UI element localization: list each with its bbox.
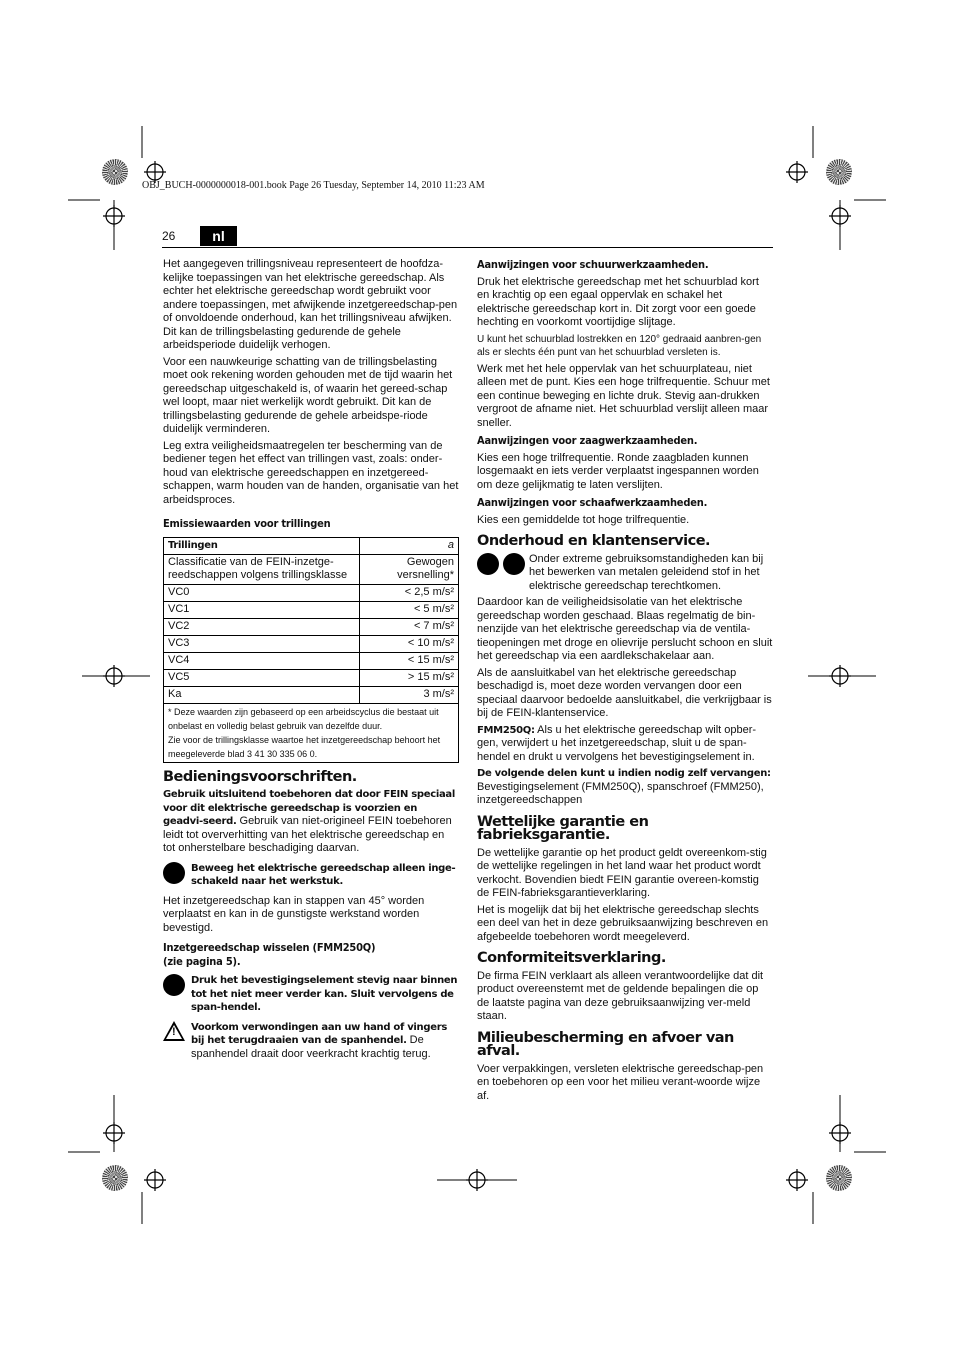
intro-paragraph-3: Leg extra veiligheidsmaatregelen ter bescherming van de bediener tegen het effect van trillingen vast, zoals: onder-houd van elektrische gereedschappen en inzetgereed-schappen, warm houden van de handen, organisatie van het arbeidsproces. xyxy=(163,439,459,506)
row-value: > 15 m/s² xyxy=(360,669,459,686)
sanding-paragraph-1: Druk het elektrische gereedschap met het schuurblad kort en krachtig op een egaal oppervlak en schakel het elektrische gereedschap kort in. Dit zorgt voor een goede hechting en voorkomt voortijdige slijtage. xyxy=(477,275,759,328)
maintenance-icon-text: Onder extreme gebruiksomstandigheden kan bij het bewerken van metalen geleidend stof in het elektrische gereedschap terechtkomen. xyxy=(529,552,764,592)
fmm-label: FMM250Q: xyxy=(477,724,535,736)
information-icon xyxy=(163,974,185,996)
warning-triangle-icon: ! xyxy=(163,1021,185,1041)
row-key: VC4 xyxy=(164,652,360,669)
warning-note xyxy=(163,1021,459,1062)
operating-text: Gebruik van niet-origineel FEIN toebehoren leidt tot oververhitting van het elektrische gereedschap en tot onherstelbare beschadiging daarvan. xyxy=(163,815,452,854)
sanding-heading: Aanwijzingen voor schuurwerkzaamheden. xyxy=(477,258,709,271)
warranty-paragraph-2: Het is mogelijk dat bij het elektrische gereedschap slechts een deel van het in deze gebruiksaanwijzing beschreven en afgebeelde toebehoren wordt meegeleverd. xyxy=(477,903,769,943)
warning-text: De spanhendel draait door veerkracht krachtig terug. xyxy=(191,1034,431,1060)
maintenance-paragraph-3: Als de aansluitkabel van het elektrische gereedschap beschadigd is, moet deze worden vervangen door een speciaal daarvoor bedoelde aansluitkabel, die verkrijgbaar is bij de FEIN-klantenservice. xyxy=(477,666,772,719)
row-value: < 15 m/s² xyxy=(360,652,459,669)
sanding-paragraph-3: Werk met het hele oppervlak van het schuurplateau, niet alleen met de punt. Kies een hoge trilfrequentie. Schuur met een continue beweging en lichte druk. Stevig aan-drukken vergroot de afname niet. Het schuurblad verslijt alleen maar sneller. xyxy=(477,362,770,429)
maintenance-paragraph-2: Daardoor kan de veiligheidsisolatie van het elektrische gereedschap worden geschaad. Blaas regelmatig de bin-nenzijde van het elektrische gereedschap via de ventila-tieopeningen met droge en olievrije perslucht schoon en sluit het gereedschap via een aardlekschakelaar aan. xyxy=(477,596,773,662)
conformity-paragraph: De firma FEIN verklaart als alleen verantwoordelijke dat dit product overeenstemt met de geldende bepalingen die op de laatste pagina van deze gebruiksaanwijzing ver-meld staan. xyxy=(477,969,764,1022)
table-row xyxy=(164,652,459,669)
table-row xyxy=(164,601,459,618)
left-column xyxy=(163,258,459,1067)
row-value: < 5 m/s² xyxy=(360,601,459,618)
table-head-left: Trillingen xyxy=(164,537,360,554)
warranty-heading: Wettelijke garantie en fabrieksgarantie. xyxy=(477,813,649,843)
right-column xyxy=(477,258,773,1106)
note-press-text: Druk het bevestigingselement stevig naar binnen tot het niet meer verder kan. Sluit vervolgens de span-hendel. xyxy=(191,975,458,1013)
class-value-cell: Gewogen versnelling* xyxy=(360,554,459,584)
table-row xyxy=(164,584,459,601)
warranty-paragraph-1: De wettelijke garantie op het product geldt overeenkom-stig de wettelijke regelingen in het land waar het product wordt verkocht. Bovendien biedt FEIN garantie overeen-komstig de FEIN-fabrieksgarantieverklaring. xyxy=(477,846,767,899)
operating-paragraph xyxy=(163,788,459,856)
sawing-paragraph: Kies een hoge trilfrequentie. Ronde zaagbladen kunnen losgemaakt en iets verder verplaatst ingespannen worden om deze gelijkmatig te laten verslijten. xyxy=(477,451,759,491)
footnote-1: * Deze waarden zijn gebaseerd op een arbeidscyclus die bestaat uit onbelast en volledig belast gebruik van dezelfde duur. xyxy=(168,706,439,731)
file-info-line: OBJ_BUCH-0000000018-001.book Page 26 Tuesday, September 14, 2010 11:23 AM xyxy=(142,180,485,191)
sawing-heading: Aanwijzingen voor zaagwerkzaamheden. xyxy=(477,434,698,447)
header-rule xyxy=(162,247,773,248)
row-key: VC5 xyxy=(164,669,360,686)
row-value: < 2,5 m/s² xyxy=(360,584,459,601)
maintenance-icon-note xyxy=(477,553,773,597)
table-head-right: a xyxy=(360,537,459,554)
rcd-icon xyxy=(503,553,525,575)
table-footnote xyxy=(164,703,459,762)
row-value: < 10 m/s² xyxy=(360,635,459,652)
row-key: Ka xyxy=(164,686,360,703)
environment-paragraph: Voer verpakkingen, versleten elektrische gereedschap-pen en toebehoren op een voor het milieu verant-woorde wijze af. xyxy=(477,1062,764,1102)
conformity-heading: Conformiteitsverklaring. xyxy=(477,950,666,966)
change-tool-heading-2: (zie pagina 5). xyxy=(163,954,241,968)
fmm-text: Als u het elektrische gereedschap wilt opber-gen, verwijdert u het inzetgereedschap, sluit u de span-hendel en drukt u vervolgens het bevestigingselement in. xyxy=(477,723,757,763)
table-row xyxy=(164,669,459,686)
step-paragraph: Het inzetgereedschap kan in stappen van 45° worden verplaatst en kan in de gunstigste werkstand worden bevestigd. xyxy=(163,894,425,934)
warning-bold: Voorkom verwondingen aan uw hand of vingers bij het terugdraaien van de spanhendel. xyxy=(191,1021,447,1046)
intro-paragraph-1: Het aangegeven trillingsniveau representeert de hoofdza-kelijke toepassingen van het elektrische gereedschap. Als echter het elektrische gereedschap wordt gebruikt voor andere toepassingen, met afwijkende inzetgereedschap-pen of onvoldoende onderhoud, kan het trillingsniveau afwijken. Dit kan de trillingsbelasting gedurende de gehele arbeidsperiode duidelijk verhogen. xyxy=(163,258,458,351)
parts-heading: De volgende delen kunt u indien nodig zelf vervangen: xyxy=(477,768,771,779)
row-key: VC1 xyxy=(164,601,360,618)
note-press-element xyxy=(163,974,459,1015)
change-tool-heading-1: Inzetgereedschap wisselen (FMM250Q) xyxy=(163,941,376,954)
intro-paragraph-2: Voor een nauwkeurige schatting van de trillingsbelasting moet ook rekening worden gehouden met de tijd waarin het gereedschap uitgeschakeld is, of waarin het gereed-schap wel loopt, maar niet werkelijk wordt gebruikt. Dit kan de trillingsbelasting gedurende de gehele arbeidspe-riode duidelijk verminderen. xyxy=(163,355,453,435)
footnote-2: Zie voor de trillingsklasse waartoe het inzetgereedschap behoort het meegeleverde blad 3 41 30 335 06 0. xyxy=(168,734,441,759)
note-move-tool xyxy=(163,862,459,889)
table-row xyxy=(164,635,459,652)
sanding-paragraph-2: U kunt het schuurblad lostrekken en 120° gedraaid aanbren-gen als er slechts één punt van het schuurblad versleten is. xyxy=(477,333,762,358)
row-key: VC0 xyxy=(164,584,360,601)
eye-protection-icon xyxy=(477,553,499,575)
fmm-paragraph xyxy=(477,724,773,765)
scraping-paragraph: Kies een gemiddelde tot hoge trilfrequentie. xyxy=(477,513,690,526)
row-key: VC3 xyxy=(164,635,360,652)
row-key: VC2 xyxy=(164,618,360,635)
parts-text: Bevestigingselement (FMM250Q), spanschroef (FMM250), inzetgereedschappen xyxy=(477,780,764,806)
maintenance-heading: Onderhoud en klantenservice. xyxy=(477,533,711,549)
row-value: < 7 m/s² xyxy=(360,618,459,635)
scraping-heading: Aanwijzingen voor schaafwerkzaamheden. xyxy=(477,496,708,509)
emission-heading: Emissiewaarden voor trillingen xyxy=(163,517,331,530)
environment-heading: Milieubescherming en afvoer van afval. xyxy=(477,1029,734,1059)
vibration-table xyxy=(163,537,459,763)
hand-on-tool-icon xyxy=(163,862,185,884)
note-move-text: Beweeg het elektrische gereedschap alleen inge-schakeld naar het werkstuk. xyxy=(191,862,456,887)
class-label-cell: Classificatie van de FEIN-inzetge-reedschappen volgens trillingsklasse xyxy=(164,554,360,584)
page-number: 26 xyxy=(162,229,176,243)
operating-bold: Gebruik uitsluitend toebehoren dat door FEIN speciaal voor dit elektrische gereedschap is voorzien en geadvi-seerd. xyxy=(163,789,455,827)
language-badge: nl xyxy=(200,226,237,246)
table-row xyxy=(164,686,459,703)
row-value: 3 m/s² xyxy=(360,686,459,703)
operating-instructions-heading: Bedieningsvoorschriften. xyxy=(163,768,357,785)
table-row xyxy=(164,618,459,635)
